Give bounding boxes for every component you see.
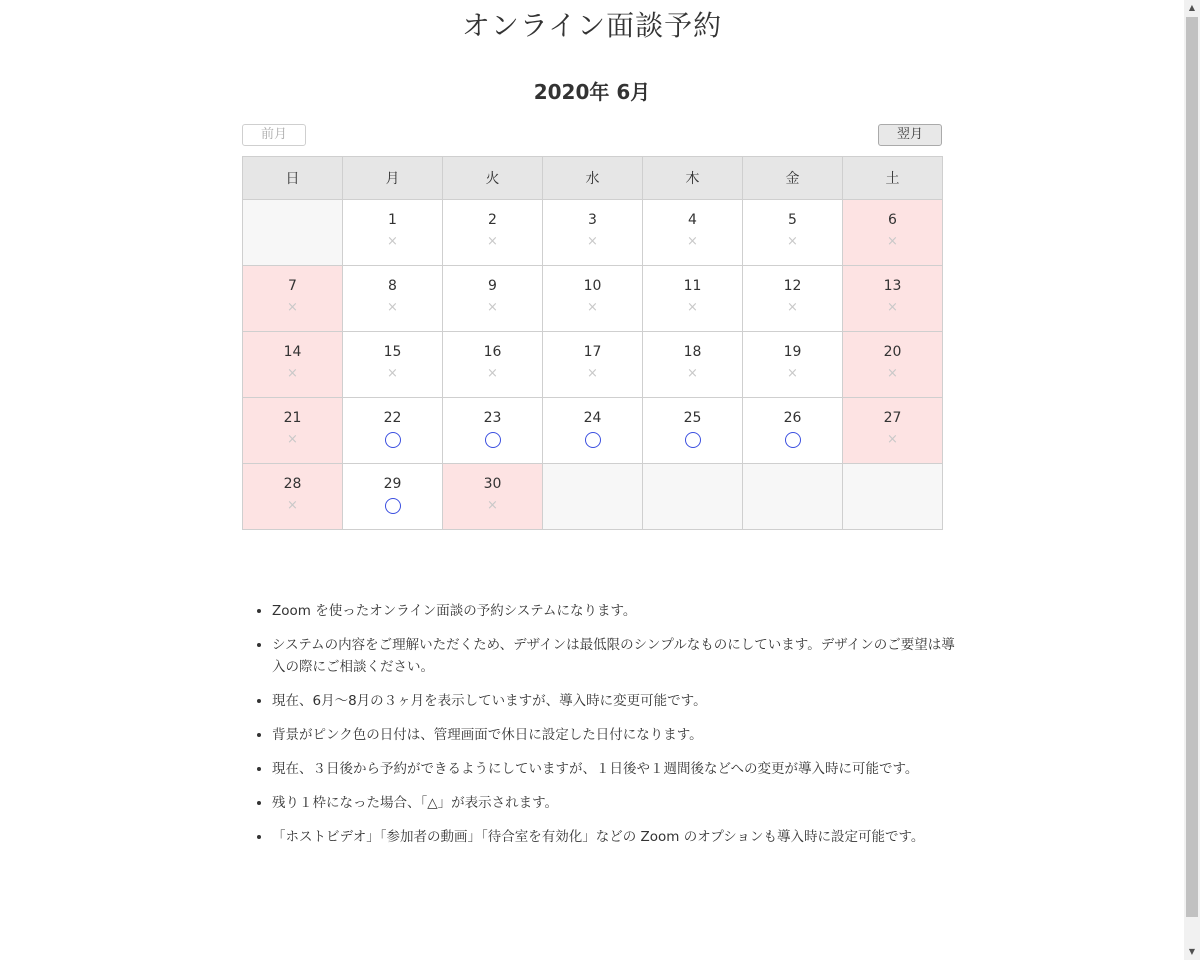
day-number: 5 [788, 212, 797, 228]
calendar-day-cell [543, 332, 643, 398]
vertical-scrollbar[interactable] [1184, 0, 1200, 960]
unavailable-icon: × [587, 234, 598, 249]
calendar-day-cell [243, 464, 343, 530]
day-number: 11 [683, 278, 702, 294]
day-number: 4 [688, 212, 697, 228]
day-number: 19 [783, 344, 802, 360]
month-title: 2020年 6月 [533, 80, 651, 104]
calendar-empty-cell [743, 464, 843, 530]
calendar-day-cell [243, 266, 343, 332]
weekday-header: 日 [243, 157, 343, 200]
weekday-header-row [243, 157, 943, 200]
calendar-day-cell [243, 398, 343, 464]
unavailable-icon: × [287, 300, 298, 315]
unavailable-icon: × [287, 498, 298, 513]
weekday-header: 木 [643, 157, 743, 200]
calendar-empty-cell [843, 464, 943, 530]
note-item: • 残り１枠になった場合、「△」が表示されます。 [272, 792, 962, 814]
day-number: 2 [488, 212, 497, 228]
day-number: 8 [388, 278, 397, 294]
calendar-day-cell[interactable] [343, 464, 443, 530]
note-item: • 「ホストビデオ」「参加者の動画」「待合室を有効化」などの Zoom のオプションも導入時に設定可能です。 [272, 826, 962, 848]
day-number: 29 [383, 476, 402, 492]
circle-icon[interactable] [585, 432, 601, 448]
calendar-day-cell [743, 266, 843, 332]
unavailable-icon: × [287, 432, 298, 447]
available-slot-icon[interactable] [543, 432, 642, 452]
note-item: • 現在、6月〜8月の３ヶ月を表示していますが、導入時に変更可能です。 [272, 690, 962, 712]
unavailable-icon: × [887, 300, 898, 315]
note-item: • 現在、３日後から予約ができるようにしていますが、１日後や１週間後などへの変更が導入時に可能です。 [272, 758, 962, 780]
page-title: オンライン面談予約 [461, 9, 723, 42]
circle-icon[interactable] [685, 432, 701, 448]
unavailable-icon: × [787, 234, 798, 249]
unavailable-icon: × [887, 432, 898, 447]
calendar-day-cell [443, 266, 543, 332]
calendar-body [243, 200, 943, 530]
day-number: 9 [488, 278, 497, 294]
calendar-week-row [243, 464, 943, 530]
day-number: 10 [583, 278, 602, 294]
day-number: 21 [283, 410, 302, 426]
scroll-up-arrow-icon[interactable]: ▲ [1188, 3, 1196, 12]
unavailable-icon: × [787, 366, 798, 381]
weekday-header: 水 [543, 157, 643, 200]
calendar-day-cell [843, 200, 943, 266]
day-number: 13 [883, 278, 902, 294]
calendar-empty-cell [643, 464, 743, 530]
calendar-day-cell [443, 464, 543, 530]
calendar-week-row [243, 398, 943, 464]
day-number: 25 [683, 410, 702, 426]
calendar-day-cell[interactable] [543, 398, 643, 464]
calendar-day-cell[interactable] [643, 398, 743, 464]
weekday-header: 金 [743, 157, 843, 200]
calendar-day-cell [643, 200, 743, 266]
circle-icon[interactable] [385, 432, 401, 448]
day-number: 28 [283, 476, 302, 492]
day-number: 30 [483, 476, 502, 492]
day-number: 14 [283, 344, 302, 360]
unavailable-icon: × [487, 498, 498, 513]
unavailable-icon: × [287, 366, 298, 381]
calendar-week-row [243, 200, 943, 266]
calendar-day-cell [743, 332, 843, 398]
circle-icon[interactable] [485, 432, 501, 448]
calendar-week-row [243, 332, 943, 398]
circle-icon[interactable] [385, 498, 401, 514]
calendar-empty-cell [243, 200, 343, 266]
unavailable-icon: × [687, 234, 698, 249]
note-item: • 背景がピンク色の日付は、管理画面で休日に設定した日付になります。 [272, 724, 962, 746]
calendar-day-cell [443, 332, 543, 398]
day-number: 22 [383, 410, 402, 426]
available-slot-icon[interactable] [743, 432, 842, 452]
note-item: • Zoom を使ったオンライン面談の予約システムになります。 [272, 600, 962, 622]
day-number: 15 [383, 344, 402, 360]
day-number: 20 [883, 344, 902, 360]
next-month-button[interactable]: 翌月 [878, 124, 942, 146]
calendar-day-cell [343, 266, 443, 332]
available-slot-icon[interactable] [443, 432, 542, 452]
unavailable-icon: × [687, 366, 698, 381]
unavailable-icon: × [387, 300, 398, 315]
circle-icon[interactable] [785, 432, 801, 448]
calendar-day-cell [643, 332, 743, 398]
day-number: 12 [783, 278, 802, 294]
prev-month-button[interactable]: 前月 [242, 124, 306, 146]
day-number: 16 [483, 344, 502, 360]
scroll-thumb[interactable] [1186, 17, 1198, 917]
day-number: 24 [583, 410, 602, 426]
unavailable-icon: × [587, 366, 598, 381]
unavailable-icon: × [387, 366, 398, 381]
calendar-day-cell [843, 332, 943, 398]
calendar-day-cell[interactable] [343, 398, 443, 464]
calendar-day-cell [343, 332, 443, 398]
calendar-day-cell [543, 200, 643, 266]
day-number: 23 [483, 410, 502, 426]
note-item: • システムの内容をご理解いただくため、デザインは最低限のシンプルなものにしています。デザインのご要望は導入の際にご相談ください。 [272, 634, 962, 678]
calendar-day-cell [743, 200, 843, 266]
day-number: 27 [883, 410, 902, 426]
day-number: 26 [783, 410, 802, 426]
calendar-day-cell [843, 266, 943, 332]
day-number: 18 [683, 344, 702, 360]
unavailable-icon: × [487, 234, 498, 249]
unavailable-icon: × [587, 300, 598, 315]
unavailable-icon: × [787, 300, 798, 315]
calendar-day-cell [543, 266, 643, 332]
unavailable-icon: × [387, 234, 398, 249]
calendar-week-row [243, 266, 943, 332]
calendar-empty-cell [543, 464, 643, 530]
available-slot-icon[interactable] [343, 432, 442, 452]
scroll-down-arrow-icon[interactable]: ▼ [1188, 947, 1196, 956]
day-number: 17 [583, 344, 602, 360]
day-number: 3 [588, 212, 597, 228]
calendar-day-cell [843, 398, 943, 464]
weekday-header: 月 [343, 157, 443, 200]
calendar-day-cell[interactable] [443, 398, 543, 464]
available-slot-icon[interactable] [643, 432, 742, 452]
available-slot-icon[interactable] [343, 498, 442, 518]
weekday-header: 火 [443, 157, 543, 200]
day-number: 1 [388, 212, 397, 228]
calendar-day-cell[interactable] [743, 398, 843, 464]
notes-list [252, 600, 962, 860]
calendar-table [242, 156, 943, 530]
unavailable-icon: × [687, 300, 698, 315]
weekday-header: 土 [843, 157, 943, 200]
unavailable-icon: × [487, 300, 498, 315]
day-number: 7 [288, 278, 297, 294]
calendar-day-cell [343, 200, 443, 266]
day-number: 6 [888, 212, 897, 228]
unavailable-icon: × [887, 366, 898, 381]
calendar-day-cell [243, 332, 343, 398]
unavailable-icon: × [487, 366, 498, 381]
calendar-day-cell [443, 200, 543, 266]
unavailable-icon: × [887, 234, 898, 249]
calendar-day-cell [643, 266, 743, 332]
